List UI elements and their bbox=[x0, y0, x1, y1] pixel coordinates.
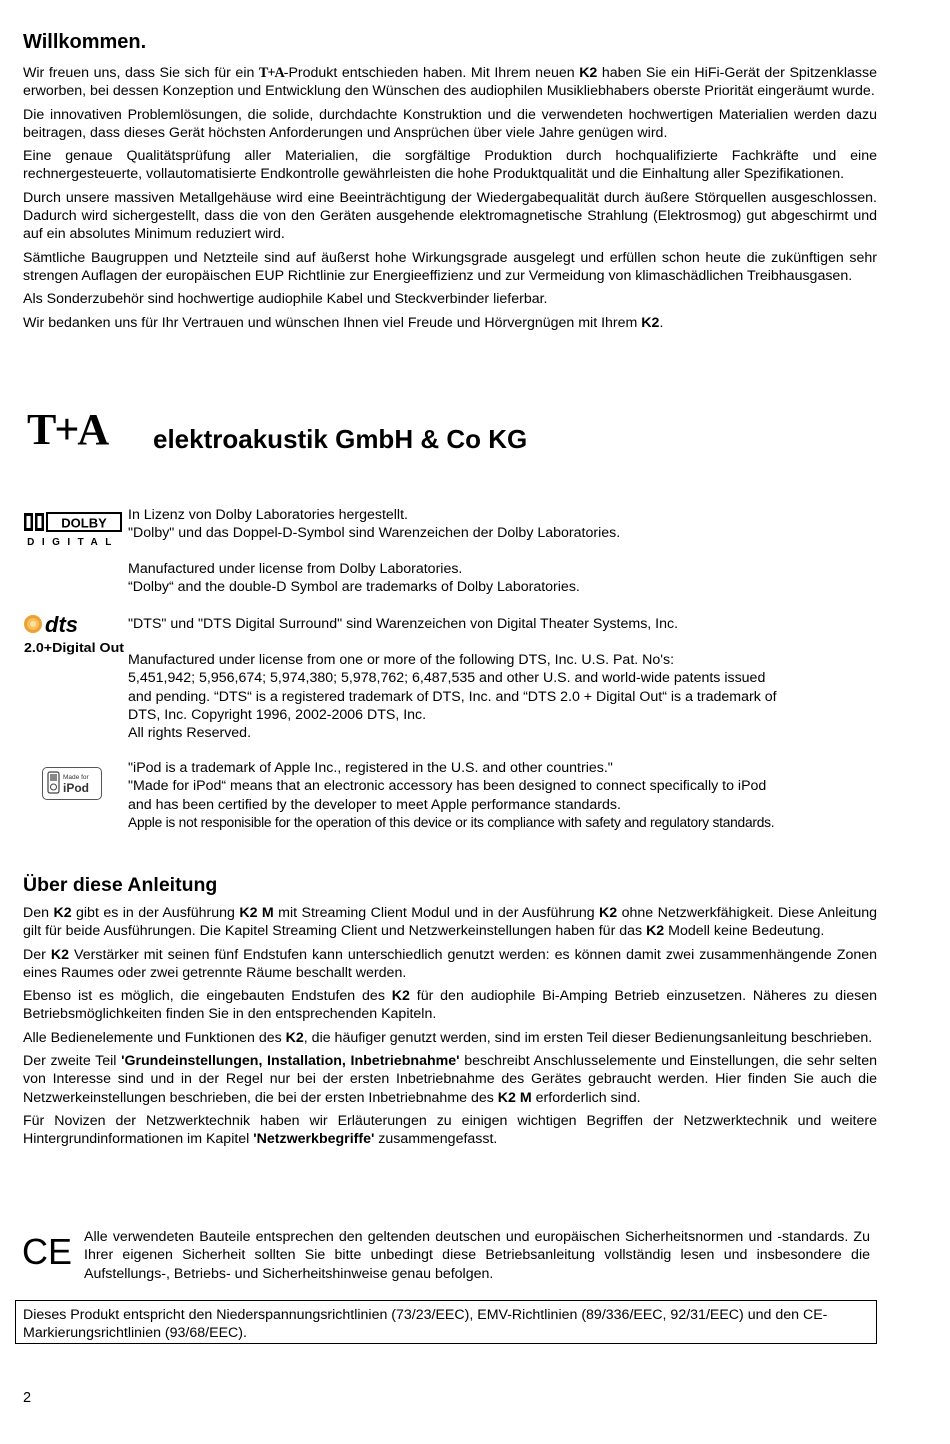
welcome-paragraph-2: Die innovativen Problemlösungen, die solide, durchdachte Konstruktion und die verwendeten hochwertigen Materialien werden dazu beitragen, dass dieses Gerät höchsten Anforderungen und Ansprüchen über viele Jahre genügen wird. bbox=[23, 106, 877, 141]
welcome-paragraph-7: Wir bedanken uns für Ihr Vertrauen und wünschen Ihnen viel Freude und Hörvergnügen mit Ihrem K2. bbox=[23, 314, 664, 331]
welcome-title: Willkommen. bbox=[23, 31, 147, 53]
about-title: Über diese Anleitung bbox=[23, 874, 218, 896]
about-paragraph-4: Alle Bedienelemente und Funktionen des K2, die häufiger genutzt werden, sind im ersten Teil dieser Bedienungsanleitung beschrieben. bbox=[23, 1029, 873, 1046]
ipod-logo-top: Made for bbox=[63, 774, 89, 781]
ta-inline-logo: T+A bbox=[258, 65, 284, 81]
company-name: elektroakustik GmbH & Co KG bbox=[153, 424, 528, 454]
dolby-license-de: In Lizenz von Dolby Laboratories hergestellt. "Dolby" und das Doppel-D-Symbol sind Warenzeichen der Dolby Laboratories. bbox=[128, 507, 621, 542]
ce-mark-text: CE bbox=[21, 1231, 73, 1272]
compliance-box: Dieses Produkt entspricht den Niederspannungsrichtlinien (73/23/EEC), EMV-Richtlinien (89/336/EEC, 92/31/EEC) und den CE-Markierungsrichtlinien (93/68/EEC). bbox=[15, 1300, 877, 1344]
dolby-digital-logo-icon bbox=[23, 510, 123, 548]
welcome-paragraph-4: Durch unsere massiven Metallgehäuse wird eine Beeinträchtigung der Wiedergabequalität durch äußere Störquellen ausgeschlossen. Dadurch wird sichergestellt, dass die von den Geräten ausgehende elektromagnetische Strahlung (Elektrosmog) gut abgeschirmt und auf ein absolutes Minimum reduziert wird. bbox=[23, 189, 877, 243]
ce-statement: Alle verwendeten Bauteile entsprechen den geltenden deutschen und europäischen Sicherheitsnormen und -standards. Zu Ihrer eigenen Sicherheit sollten Sie bitte unbedingt diese Betriebsanleitung vollständig lesen und insbesondere die Aufstellungs-, Betriebs- und Sicherheitshinweise genau befolgen. bbox=[84, 1229, 870, 1282]
dolby-license-en: Manufactured under license from Dolby Laboratories. “Dolby“ and the double-D Symbol are trademarks of Dolby Laboratories. bbox=[128, 561, 580, 596]
ipod-logo-main: iPod bbox=[63, 781, 89, 795]
about-paragraph-5: Der zweite Teil 'Grundeinstellungen, Installation, Inbetriebnahme' beschreibt Anschlusselemente und Einstellungen, die sehr selten von Interesse sind und in der Regel nur bei der ersten Inbetriebnahme des Gerätes gebraucht werden. Hier finden Sie auch die Netzwerkeinstellungen beschrieben, die bei der ersten Inbetriebnahme des K2 M erforderlich sind. bbox=[23, 1053, 878, 1106]
welcome-paragraph-3: Eine genaue Qualitätsprüfung aller Materialien, die sorgfältige Produktion durch hochqualifizierte Fachkräfte und eine rechnergesteuerte, vollautomatisierte Endkontrolle gewährleisten die hohe Produktqualität und die Einhaltung aller Spezifikationen. bbox=[23, 148, 877, 183]
dolby-logo-sub: DIGITAL bbox=[27, 537, 119, 548]
ta-logo: T+A bbox=[27, 405, 108, 454]
made-for-ipod-logo-icon bbox=[42, 767, 102, 800]
model-name: K2 bbox=[641, 314, 660, 331]
welcome-paragraph-6: Als Sonderzubehör sind hochwertige audiophile Kabel und Steckverbinder lieferbar. bbox=[23, 291, 548, 308]
dts-license-en: Manufactured under license from one or more of the following DTS, Inc. U.S. Pat. No's: 5,451,942; 5,956,674; 5,974,380; 5,978,762; 6,487,535 and other U.S. and world-wide patents issued and pending. “DTS“ is a registered trademark of DTS, Inc. and “DTS 2.0 + Digital Out“ is a trademark of DTS, Inc. Copyright 1996, 2002-2006 DTS, Inc. All rights Reserved. bbox=[128, 652, 777, 742]
about-paragraph-1: Den K2 gibt es in der Ausführung K2 M mit Streaming Client Modul und in der Ausführung K2 ohne Netzwerkfähigkeit. Diese Anleitung gilt für beide Ausführungen. Die Kapitel Streaming Client und Netzwerkeinstellungen haben für das K2 Modell keine Bedeutung. bbox=[23, 905, 878, 940]
dts-logo-sub: 2.0+Digital Out bbox=[24, 640, 125, 655]
about-section bbox=[23, 904, 877, 1154]
welcome-section bbox=[23, 64, 877, 337]
ce-mark-icon bbox=[21, 1231, 73, 1272]
about-paragraph-2: Der K2 Verstärker mit seinen fünf Endstufen kann unterschiedlich genutzt werden: es können damit zwei zusammenhängende Zonen eines Raumes oder zwei getrennte Räume beschallt werden. bbox=[23, 946, 877, 981]
dts-logo-icon bbox=[23, 612, 125, 656]
page-number: 2 bbox=[23, 1390, 32, 1406]
model-name: K2 bbox=[579, 65, 598, 81]
dts-logo-text: dts bbox=[45, 612, 78, 637]
about-paragraph-3: Ebenso ist es möglich, die eingebauten Endstufen des K2 für den audiophile Bi-Amping Betrieb einzusetzen. Näheres zu diesen Betriebsmöglichkeiten finden Sie in den entsprechenden Kapiteln. bbox=[23, 988, 877, 1023]
ipod-license: "iPod is a trademark of Apple Inc., registered in the U.S. and other countries." "Made for iPod“ means that an electronic accessory has been designed to connect specifically to iPod and has been certified by the developer to meet Apple performance standards. Apple is not responisible for the operation of this device or its compliance with safety and regulatory standards. bbox=[128, 760, 775, 830]
dolby-logo-text: DOLBY bbox=[61, 515, 107, 531]
about-paragraph-6: Für Novizen der Netzwerktechnik haben wir Erläuterungen zu einigen wichtigen Begriffen der Netzwerktechnik und weitere Hintergrundinformationen im Kapitel 'Netzwerkbegriffe' zusammengefasst. bbox=[23, 1112, 877, 1148]
ipod-badge-icon bbox=[43, 768, 100, 798]
dts-license-de: "DTS" und "DTS Digital Surround" sind Warenzeichen von Digital Theater Systems, Inc. bbox=[128, 616, 679, 632]
welcome-paragraph-5: Sämtliche Baugruppen und Netzteile sind auf äußerst hohe Wirkungsgrade ausgelegt und erfüllen schon heute die zukünftigen sehr strengen Auflagen der europäischen EUP Richtlinie zur Energieeffizienz und zur Vermeidung von klimaschädlichen Treibhausgasen. bbox=[23, 249, 877, 284]
welcome-paragraph-1: Wir freuen uns, dass Sie sich für ein T+A-Produkt entschieden haben. Mit Ihrem neuen K2 haben Sie ein HiFi-Gerät der Spitzenklasse erworben, bei dessen Konzeption und Entwicklung den Wünschen des audiophilen Musikliebhabers oberste Priorität eingeräumt wurde. bbox=[23, 65, 877, 100]
